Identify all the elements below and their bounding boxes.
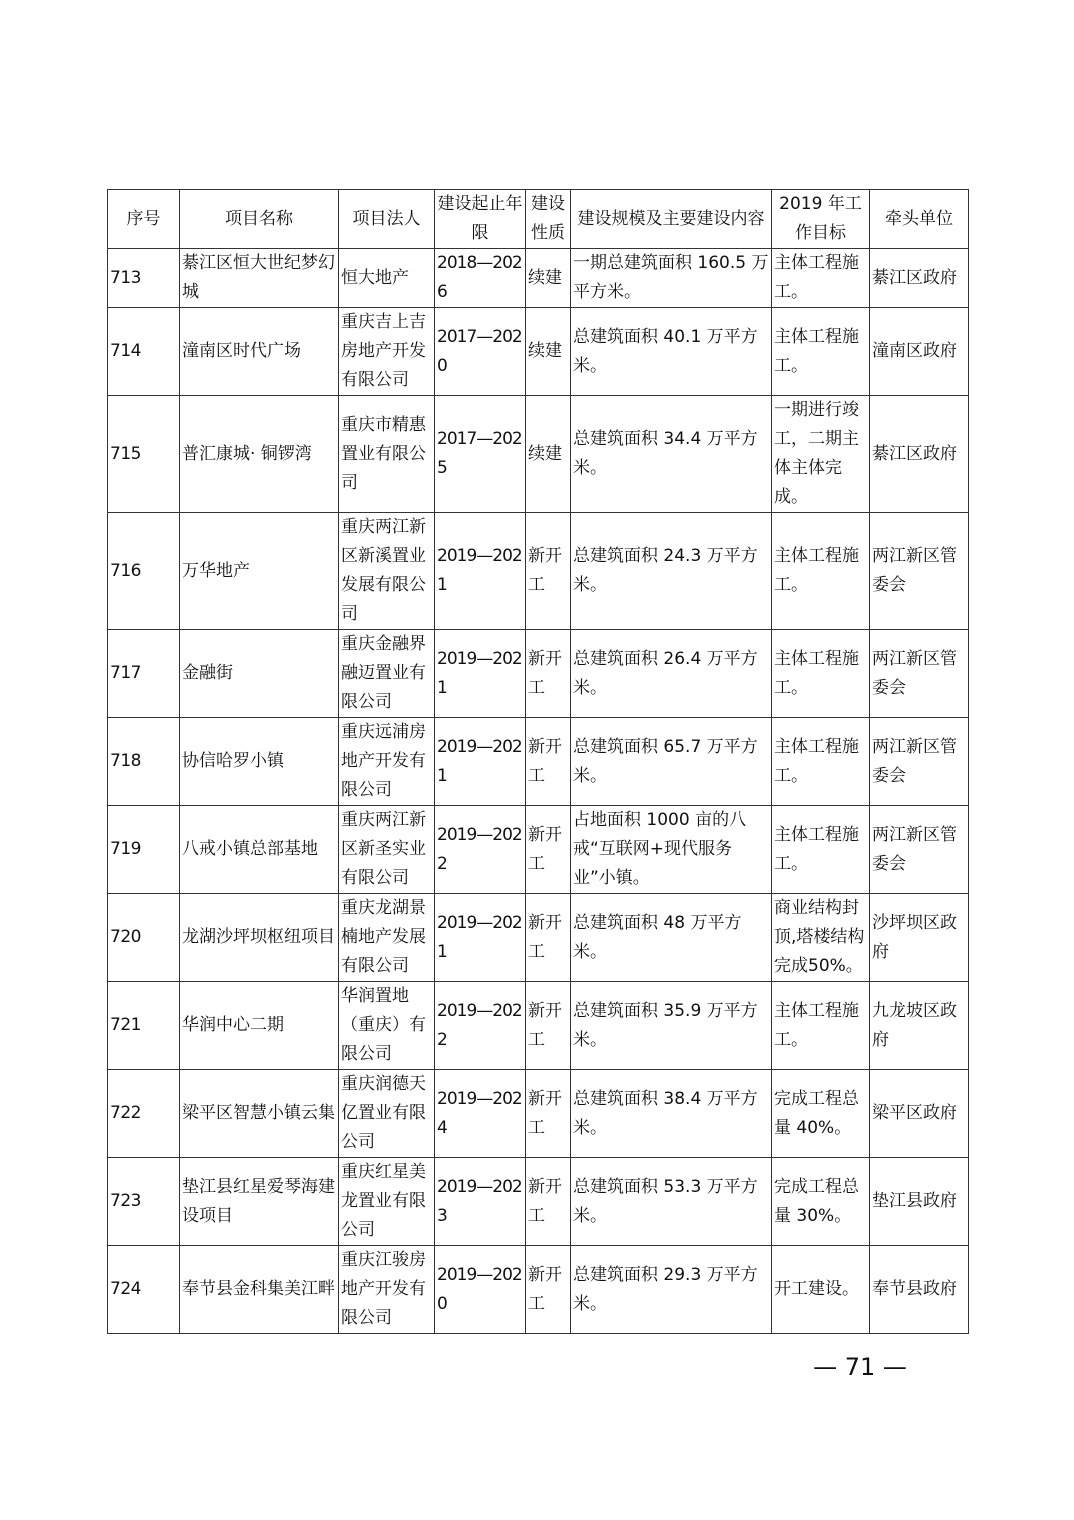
cell-construction-nature: 新开工 bbox=[526, 894, 571, 982]
cell-2019-goal: 完成工程总量 40%。 bbox=[772, 1070, 870, 1158]
table-row bbox=[108, 982, 969, 1070]
cell-project-name: 普汇康城· 铜锣湾 bbox=[180, 396, 339, 513]
cell-construction-years: 2017—2020 bbox=[435, 308, 526, 396]
cell-2019-goal: 开工建设。 bbox=[772, 1246, 870, 1334]
cell-lead-unit: 垫江县政府 bbox=[870, 1158, 969, 1246]
cell-lead-unit: 梁平区政府 bbox=[870, 1070, 969, 1158]
table-row bbox=[108, 396, 969, 513]
cell-construction-nature: 续建 bbox=[526, 249, 571, 308]
header-no: 序号 bbox=[108, 190, 180, 249]
cell-construction-years: 2019—2020 bbox=[435, 1246, 526, 1334]
cell-2019-goal: 一期进行竣工，二期主体主体完成。 bbox=[772, 396, 870, 513]
header-construction-nature: 建设性质 bbox=[526, 190, 571, 249]
cell-scale-content: 总建筑面积 34.4 万平方米。 bbox=[571, 396, 772, 513]
cell-lead-unit: 綦江区政府 bbox=[870, 249, 969, 308]
table-row bbox=[108, 1158, 969, 1246]
cell-scale-content: 总建筑面积 65.7 万平方米。 bbox=[571, 718, 772, 806]
cell-construction-years: 2019—2022 bbox=[435, 982, 526, 1070]
cell-project-name: 奉节县金科集美江畔 bbox=[180, 1246, 339, 1334]
cell-construction-years: 2019—2022 bbox=[435, 806, 526, 894]
cell-legal-entity: 重庆金融界融迈置业有限公司 bbox=[339, 630, 435, 718]
cell-no: 720 bbox=[108, 894, 180, 982]
cell-construction-years: 2019—2024 bbox=[435, 1070, 526, 1158]
cell-scale-content: 总建筑面积 29.3 万平方米。 bbox=[571, 1246, 772, 1334]
cell-construction-nature: 新开工 bbox=[526, 806, 571, 894]
table-header-row bbox=[108, 190, 969, 249]
cell-construction-nature: 新开工 bbox=[526, 630, 571, 718]
cell-legal-entity: 华润置地（重庆）有限公司 bbox=[339, 982, 435, 1070]
cell-construction-nature: 新开工 bbox=[526, 1070, 571, 1158]
cell-no: 724 bbox=[108, 1246, 180, 1334]
cell-legal-entity: 重庆润德天亿置业有限公司 bbox=[339, 1070, 435, 1158]
header-lead-unit: 牵头单位 bbox=[870, 190, 969, 249]
cell-legal-entity: 恒大地产 bbox=[339, 249, 435, 308]
table-row bbox=[108, 1070, 969, 1158]
table-row bbox=[108, 249, 969, 308]
cell-scale-content: 总建筑面积 38.4 万平方米。 bbox=[571, 1070, 772, 1158]
cell-construction-years: 2019—2023 bbox=[435, 1158, 526, 1246]
cell-lead-unit: 两江新区管委会 bbox=[870, 806, 969, 894]
cell-lead-unit: 两江新区管委会 bbox=[870, 630, 969, 718]
cell-legal-entity: 重庆江骏房地产开发有限公司 bbox=[339, 1246, 435, 1334]
cell-construction-years: 2017—2025 bbox=[435, 396, 526, 513]
cell-2019-goal: 主体工程施工。 bbox=[772, 630, 870, 718]
cell-no: 722 bbox=[108, 1070, 180, 1158]
cell-construction-years: 2018—2026 bbox=[435, 249, 526, 308]
cell-construction-nature: 新开工 bbox=[526, 982, 571, 1070]
cell-construction-nature: 新开工 bbox=[526, 513, 571, 630]
cell-legal-entity: 重庆龙湖景楠地产发展有限公司 bbox=[339, 894, 435, 982]
cell-no: 719 bbox=[108, 806, 180, 894]
header-legal-entity: 项目法人 bbox=[339, 190, 435, 249]
table-row bbox=[108, 894, 969, 982]
cell-scale-content: 总建筑面积 35.9 万平方米。 bbox=[571, 982, 772, 1070]
cell-project-name: 垫江县红星爱琴海建设项目 bbox=[180, 1158, 339, 1246]
cell-scale-content: 总建筑面积 24.3 万平方米。 bbox=[571, 513, 772, 630]
cell-construction-years: 2019—2021 bbox=[435, 513, 526, 630]
cell-project-name: 龙湖沙坪坝枢纽项目 bbox=[180, 894, 339, 982]
cell-lead-unit: 沙坪坝区政府 bbox=[870, 894, 969, 982]
project-table bbox=[107, 189, 969, 1334]
cell-project-name: 綦江区恒大世纪梦幻城 bbox=[180, 249, 339, 308]
cell-legal-entity: 重庆两江新区新圣实业有限公司 bbox=[339, 806, 435, 894]
cell-no: 718 bbox=[108, 718, 180, 806]
cell-scale-content: 总建筑面积 40.1 万平方米。 bbox=[571, 308, 772, 396]
cell-legal-entity: 重庆远浦房地产开发有限公司 bbox=[339, 718, 435, 806]
cell-2019-goal: 主体工程施工。 bbox=[772, 718, 870, 806]
table-row bbox=[108, 1246, 969, 1334]
cell-project-name: 金融街 bbox=[180, 630, 339, 718]
cell-project-name: 协信哈罗小镇 bbox=[180, 718, 339, 806]
cell-2019-goal: 主体工程施工。 bbox=[772, 308, 870, 396]
cell-project-name: 梁平区智慧小镇云集 bbox=[180, 1070, 339, 1158]
cell-project-name: 八戒小镇总部基地 bbox=[180, 806, 339, 894]
page-number: — 71 — bbox=[813, 1353, 907, 1381]
cell-lead-unit: 两江新区管委会 bbox=[870, 718, 969, 806]
cell-2019-goal: 主体工程施工。 bbox=[772, 249, 870, 308]
cell-legal-entity: 重庆吉上吉房地产开发有限公司 bbox=[339, 308, 435, 396]
cell-construction-nature: 续建 bbox=[526, 396, 571, 513]
cell-legal-entity: 重庆市精惠置业有限公司 bbox=[339, 396, 435, 513]
header-construction-years: 建设起止年限 bbox=[435, 190, 526, 249]
cell-lead-unit: 奉节县政府 bbox=[870, 1246, 969, 1334]
cell-legal-entity: 重庆两江新区新溪置业发展有限公司 bbox=[339, 513, 435, 630]
cell-construction-years: 2019—2021 bbox=[435, 894, 526, 982]
cell-scale-content: 一期总建筑面积 160.5 万平方米。 bbox=[571, 249, 772, 308]
cell-construction-nature: 新开工 bbox=[526, 1246, 571, 1334]
cell-2019-goal: 主体工程施工。 bbox=[772, 982, 870, 1070]
table-row bbox=[108, 513, 969, 630]
table-row bbox=[108, 718, 969, 806]
cell-scale-content: 占地面积 1000 亩的八戒“互联网+现代服务业”小镇。 bbox=[571, 806, 772, 894]
cell-legal-entity: 重庆红星美龙置业有限公司 bbox=[339, 1158, 435, 1246]
cell-no: 723 bbox=[108, 1158, 180, 1246]
cell-no: 714 bbox=[108, 308, 180, 396]
cell-project-name: 潼南区时代广场 bbox=[180, 308, 339, 396]
cell-lead-unit: 九龙坡区政府 bbox=[870, 982, 969, 1070]
cell-scale-content: 总建筑面积 48 万平方米。 bbox=[571, 894, 772, 982]
cell-construction-years: 2019—2021 bbox=[435, 630, 526, 718]
header-scale-content: 建设规模及主要建设内容 bbox=[571, 190, 772, 249]
header-project-name: 项目名称 bbox=[180, 190, 339, 249]
header-2019-goal: 2019 年工作目标 bbox=[772, 190, 870, 249]
cell-construction-nature: 新开工 bbox=[526, 1158, 571, 1246]
cell-2019-goal: 主体工程施工。 bbox=[772, 513, 870, 630]
cell-2019-goal: 商业结构封顶,塔楼结构完成50%。 bbox=[772, 894, 870, 982]
cell-no: 713 bbox=[108, 249, 180, 308]
cell-lead-unit: 潼南区政府 bbox=[870, 308, 969, 396]
cell-scale-content: 总建筑面积 26.4 万平方米。 bbox=[571, 630, 772, 718]
table-row bbox=[108, 806, 969, 894]
cell-construction-nature: 新开工 bbox=[526, 718, 571, 806]
cell-2019-goal: 完成工程总量 30%。 bbox=[772, 1158, 870, 1246]
cell-no: 716 bbox=[108, 513, 180, 630]
cell-2019-goal: 主体工程施工。 bbox=[772, 806, 870, 894]
table-row bbox=[108, 308, 969, 396]
cell-project-name: 万华地产 bbox=[180, 513, 339, 630]
cell-project-name: 华润中心二期 bbox=[180, 982, 339, 1070]
cell-no: 715 bbox=[108, 396, 180, 513]
cell-no: 717 bbox=[108, 630, 180, 718]
cell-construction-nature: 续建 bbox=[526, 308, 571, 396]
cell-lead-unit: 两江新区管委会 bbox=[870, 513, 969, 630]
table-row bbox=[108, 630, 969, 718]
cell-lead-unit: 綦江区政府 bbox=[870, 396, 969, 513]
cell-no: 721 bbox=[108, 982, 180, 1070]
cell-scale-content: 总建筑面积 53.3 万平方米。 bbox=[571, 1158, 772, 1246]
cell-construction-years: 2019—2021 bbox=[435, 718, 526, 806]
